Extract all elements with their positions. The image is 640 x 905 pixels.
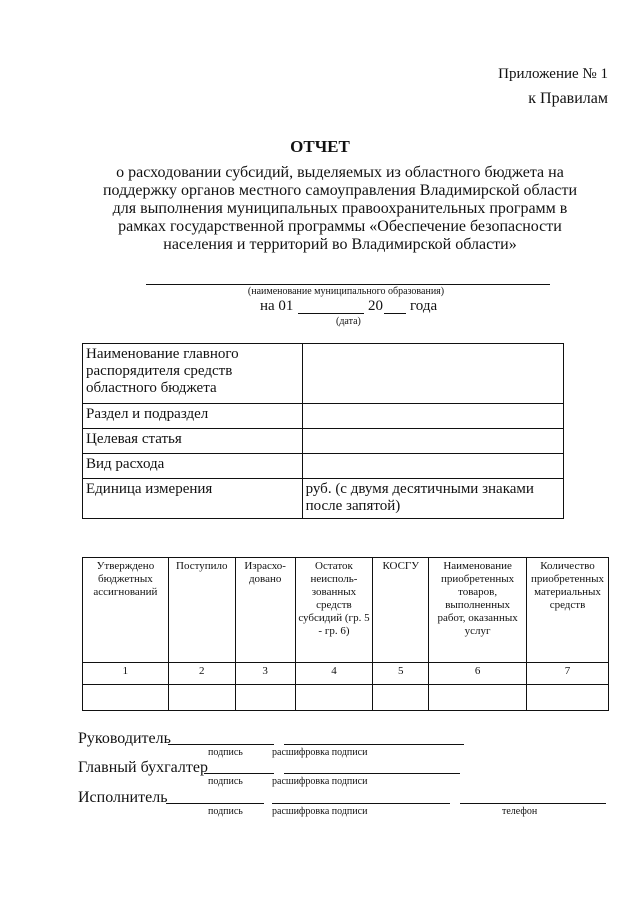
info-value [302,344,563,404]
info-value [302,454,563,479]
executor-phone-line [460,803,606,804]
date-caption: (дата) [336,316,361,327]
info-row [83,479,564,519]
municipality-caption: (наименование муниципального образования) [247,286,445,297]
executor-decoding-line [272,803,450,804]
executor-signature-caption: подпись [208,806,243,817]
info-row [83,429,564,454]
info-label: Единица измерения [83,479,303,519]
table-cell [235,685,295,711]
executor-signature-line [166,803,264,804]
date-suffix: года [410,298,438,314]
info-value [302,404,563,429]
head-decoding-caption: расшифровка подписи [272,747,368,758]
column-number: 6 [429,663,527,685]
header-approved: Утверждено бюджетных ассигнований [83,558,169,663]
report-table [82,557,609,711]
column-number: 4 [295,663,373,685]
accountant-label: Главный бухгалтер [78,759,208,776]
header-balance: Остаток неисполь-зованных средств субсидий (гр. 5 - гр. 6) [295,558,373,663]
header-kosgu: КОСГУ [373,558,429,663]
info-label: Наименование главного распорядителя средств областного бюджета [83,344,303,404]
report-number-row [83,663,609,685]
column-number: 3 [235,663,295,685]
header-spent: Израсхо-довано [235,558,295,663]
municipality-line [146,284,550,285]
info-label: Вид расхода [83,454,303,479]
header-quantity: Количество приобретенных материальных средств [527,558,609,663]
date-prefix: на 01 [260,298,294,314]
info-row [83,454,564,479]
header-goods-name: Наименование приобретенных товаров, выполненных работ, оказанных услуг [429,558,527,663]
executor-phone-caption: телефон [502,806,538,817]
column-number: 7 [527,663,609,685]
date-day-line [298,313,364,314]
head-decoding-line [284,744,464,745]
date-year-prefix: 20 [368,298,383,314]
executor-decoding-caption: расшифровка подписи [272,806,368,817]
accountant-signature-line [204,773,274,774]
table-cell [527,685,609,711]
document-title: ОТЧЕТ [290,137,350,156]
header-received: Поступило [168,558,235,663]
info-row [83,404,564,429]
info-value [302,429,563,454]
table-cell [168,685,235,711]
accountant-decoding-line [284,773,460,774]
accountant-decoding-caption: расшифровка подписи [272,776,368,787]
appendix-number: Приложение № 1 [498,66,608,82]
report-header-row [83,558,609,663]
head-signature-caption: подпись [208,747,243,758]
table-cell [373,685,429,711]
info-table [82,343,564,519]
column-number: 5 [373,663,429,685]
executor-label: Исполнитель [78,789,168,806]
accountant-signature-caption: подпись [208,776,243,787]
appendix-rules: к Правилам [528,90,608,107]
head-label: Руководитель [78,730,171,747]
info-value: руб. (с двумя десятичными знаками после запятой) [302,479,563,519]
info-label: Раздел и подраздел [83,404,303,429]
info-row [83,344,564,404]
table-cell [83,685,169,711]
column-number: 2 [168,663,235,685]
date-year-line [384,313,406,314]
column-number: 1 [83,663,169,685]
table-cell [295,685,373,711]
head-signature-line [168,744,274,745]
report-data-row [83,685,609,711]
info-label: Целевая статья [83,429,303,454]
table-cell [429,685,527,711]
document-subtitle: о расходовании субсидий, выделяемых из областного бюджета на поддержку органов местного самоуправления Владимирской области для выполнения муниципальных правоохранительных программ в рамках государственной программы «Обеспечение безопасности населения и территорий во Владимирской области» [102,164,578,253]
